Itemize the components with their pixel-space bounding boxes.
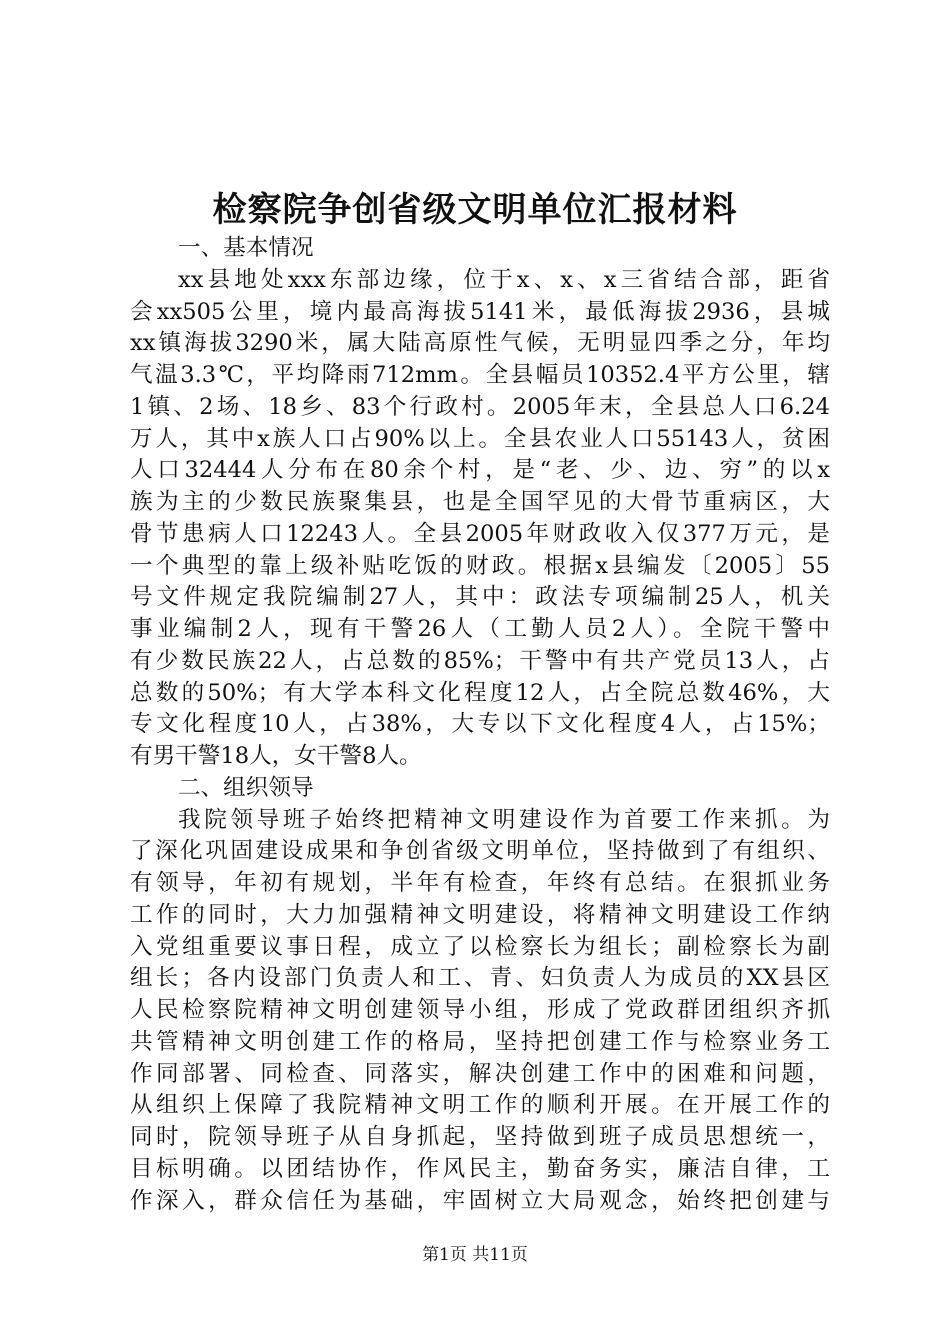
paragraph-line: 骨节患病人口12243人。全县2005年财政收入仅377万元，是 <box>130 520 830 547</box>
section-heading-basic-info: 一、基本情况 <box>178 235 314 261</box>
page-number-footer: 第1页 共11页 <box>422 1245 528 1265</box>
paragraph-line: 万人，其中x族人口占90%以上。全县农业人口55143人，贫困 <box>130 425 830 452</box>
paragraph-line: 同时，院领导班子从自身抓起，坚持做到班子成员思想统一， <box>130 1124 830 1150</box>
paragraph-line: 工作的同时，大力加强精神文明建设，将精神文明建设工作纳 <box>130 901 830 928</box>
paragraph-line: 事业编制2人，现有干警26人（工勤人员2人）。全院干警中 <box>130 616 830 642</box>
paragraph-line: xx县地处xxx东部边缘，位于x、x、x三省结合部，距省 <box>178 266 830 293</box>
paragraph-line: 一个典型的靠上级补贴吃饭的财政。根据x县编发〔2005〕55 <box>130 552 830 579</box>
paragraph-line: 目标明确。以团结协作，作风民主，勤奋务实，廉洁自律，工 <box>130 1155 830 1182</box>
paragraph-line: 作同部署、同检查、同落实，解决创建工作中的困难和问题， <box>130 1060 830 1087</box>
paragraph-line: 作深入，群众信任为基础，牢固树立大局观念，始终把创建与 <box>130 1187 830 1214</box>
paragraph-line: 1镇、2场、18乡、83个行政村。2005年末，全县总人口6.24 <box>130 393 830 420</box>
paragraph-line: 会xx505公里，境内最高海拔5141米，最低海拔2936，县城 <box>130 298 830 325</box>
paragraph-line: 人口32444人分布在80余个村，是“老、少、边、穷”的以x <box>130 457 830 484</box>
paragraph-line: 号文件规定我院编制27人，其中：政法专项编制25人，机关 <box>130 584 830 611</box>
document-body <box>130 233 830 1217</box>
document-title: 检察院争创省级文明单位汇报材料 <box>212 190 738 230</box>
paragraph-line: 总数的50%；有大学本科文化程度12人，占全院总数46%，大 <box>130 679 830 706</box>
paragraph-line: 从组织上保障了我院精神文明工作的顺利开展。在开展工作的 <box>130 1092 830 1119</box>
paragraph-line: 气温3.3℃，平均降雨712mm。全县幅员10352.4平方公里，辖 <box>130 362 830 388</box>
paragraph-line: 有男干警18人，女干警8人。 <box>130 743 422 769</box>
paragraph-line: 我院领导班子始终把精神文明建设作为首要工作来抓。为 <box>178 806 830 833</box>
paragraph-line: 入党组重要议事日程，成立了以检察长为组长；副检察长为副 <box>130 933 830 960</box>
paragraph-line: 有领导，年初有规划，半年有检查，年终有总结。在狠抓业务 <box>130 870 830 896</box>
paragraph-line: 人民检察院精神文明创建领导小组，形成了党政群团组织齐抓 <box>130 997 830 1023</box>
paragraph-line: 族为主的少数民族聚集县，也是全国罕见的大骨节重病区，大 <box>130 489 830 515</box>
paragraph-line: 有少数民族22人，占总数的85%；干警中有共产党员13人，占 <box>130 647 830 674</box>
paragraph-line: 组长；各内设部门负责人和工、青、妇负责人为成员的XX县区 <box>130 965 830 992</box>
paragraph-line: 了深化巩固建设成果和争创省级文明单位，坚持做到了有组织、 <box>130 838 830 865</box>
paragraph-line: 共管精神文明创建工作的格局，坚持把创建工作与检察业务工 <box>130 1028 830 1055</box>
section-heading-organization: 二、组织领导 <box>178 774 314 801</box>
paragraph-line: xx镇海拔3290米，属大陆高原性气候，无明显四季之分，年均 <box>130 330 830 357</box>
paragraph-line: 专文化程度10人，占38%，大专以下文化程度4人，占15%； <box>130 711 830 738</box>
